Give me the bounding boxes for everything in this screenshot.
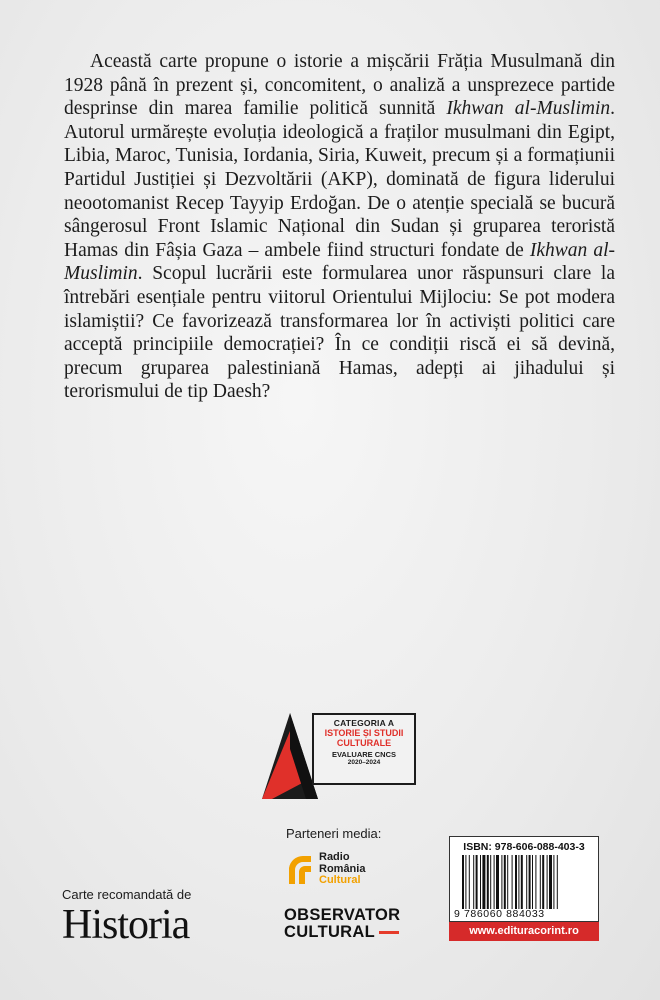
historia-logo: Historia <box>62 902 190 948</box>
category-line-2: ISTORIE ȘI STUDII <box>324 728 404 738</box>
category-badge <box>262 711 417 801</box>
media-partners-label: Parteneri media: <box>286 826 382 841</box>
barcode-digits: 9 786060 884033 <box>454 908 545 920</box>
blurb-text-3: . Scopul lucrării este formularea unor răspunsuri clare la întrebări esențiale pentru viitorul Orientului Mijlociu: Se pot modera islamiștii? Ce favorizează transformarea lor în activiști politici care acceptă principiile democrației? În ce condiții riscă ei să devină, precum gruparea palestiniană Hamas, adepți ai jihadului și terorismului de tip Daesh? <box>64 263 615 403</box>
publisher-website-link[interactable]: www.edituracorint.ro <box>449 922 599 941</box>
radio-line-2: România <box>319 862 366 875</box>
category-line-3: CULTURALE <box>336 738 392 748</box>
radio-line-3: Cultural <box>319 874 361 886</box>
observator-cultural-logo <box>284 907 400 941</box>
isbn-label: ISBN: 978-606-088-403-3 <box>463 841 585 853</box>
blurb-text-1: Această carte propune o istorie a mișcării Frăția Musulmană din 1928 până în prezent și, concomitent, o analiză a unsprezece partide desprinse din marea familie politică sunnită <box>64 51 615 120</box>
radio-line-1: Radio <box>319 851 350 863</box>
category-label-box <box>312 713 416 785</box>
blurb-text-2: . Autorul urmărește evoluția ideologică a fraților musulmani din Egipt, Libia, Maroc, Tunisia, Iordania, Siria, Kuweit, precum și a formațiunii Partidul Justiției și Dezvoltării (AKP), dominată de figura liderului neootomanist Recep Tayyip Erdoğan. De o atenție specială se bucură sângerosul Front Islamic Național din Sudan și gruparea teroristă Hamas din Fâșia Gaza – ambele fiind structuri fondate de <box>64 98 616 261</box>
isbn-barcode-block <box>449 836 599 922</box>
blurb-term-1: Ikhwan al-Muslimin <box>446 98 611 120</box>
observator-underline-mark <box>379 931 399 934</box>
observator-line-1: OBSERVATOR <box>284 906 401 924</box>
radio-wave-icon <box>285 854 315 888</box>
category-line-5: 2020–2024 <box>347 759 381 766</box>
category-line-1: CATEGORIA A <box>333 718 395 728</box>
back-cover-blurb <box>64 50 615 404</box>
radio-romania-cultural-logo <box>285 852 395 892</box>
category-line-4: EVALUARE CNCS <box>331 750 397 759</box>
blurb-term-2: Ikhwan al-Muslimin <box>64 239 615 285</box>
observator-line-2: CULTURAL <box>284 923 375 941</box>
barcode-icon <box>460 855 590 911</box>
recommendation-label: Carte recomandată de <box>62 887 192 902</box>
